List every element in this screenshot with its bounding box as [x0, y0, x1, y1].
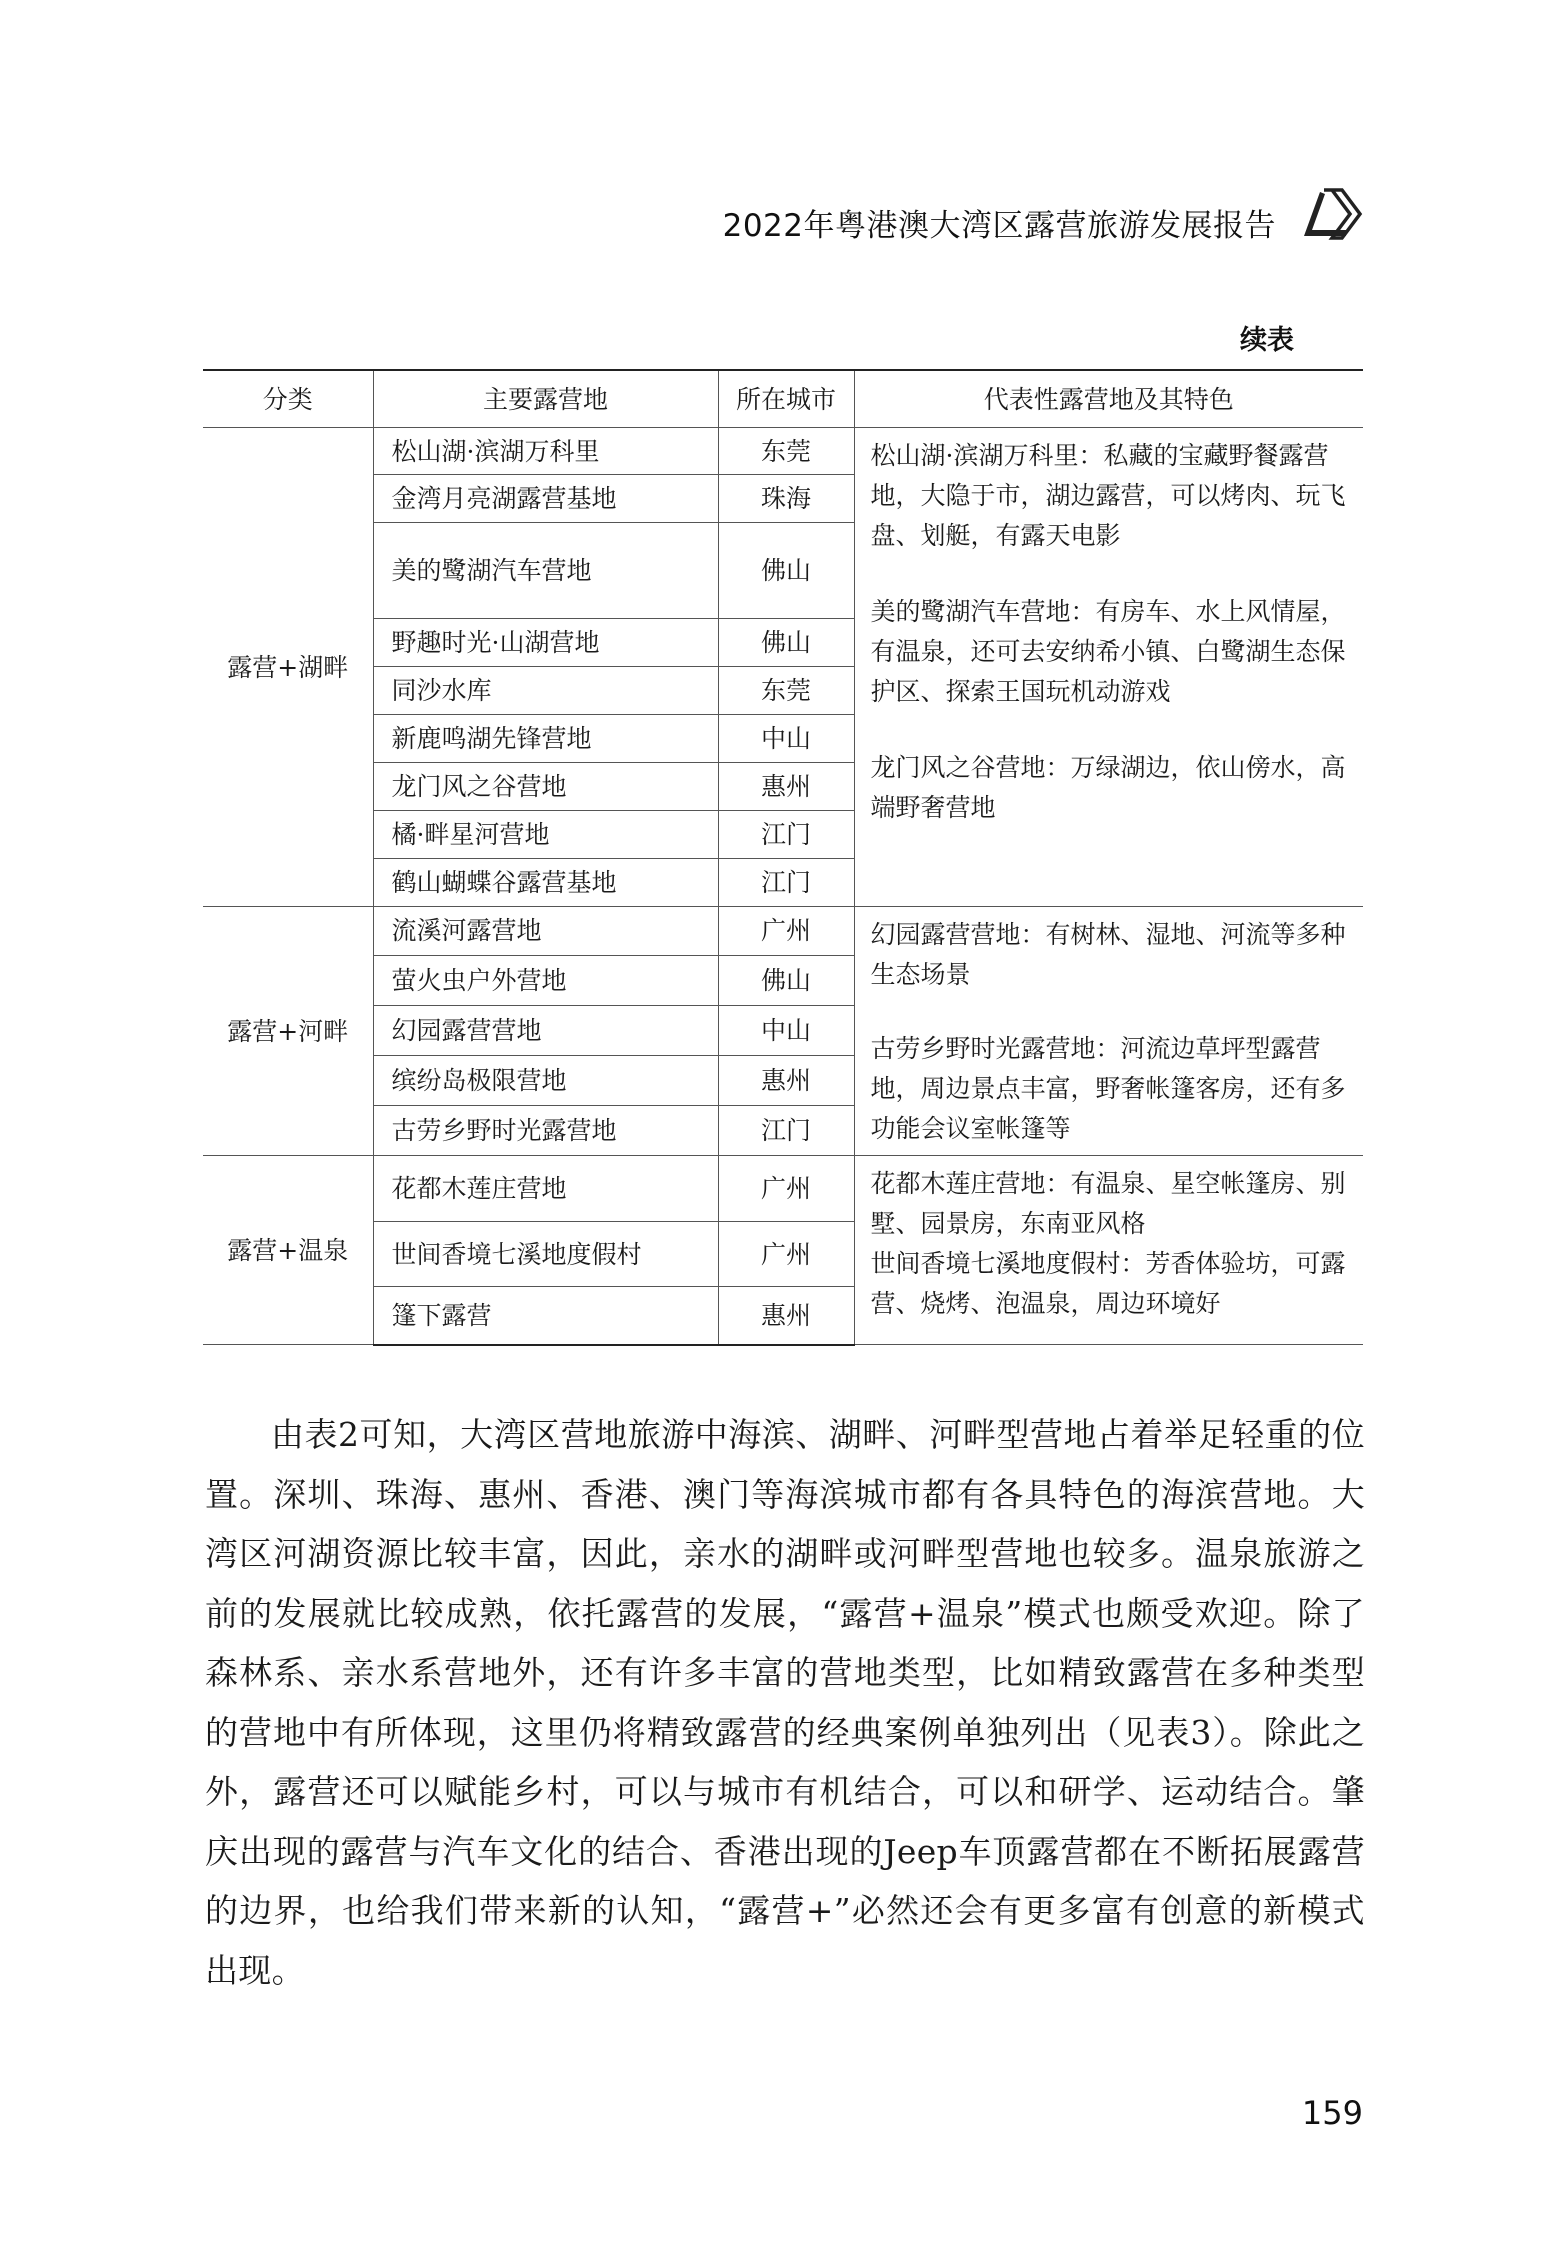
city-cell: 江门	[718, 859, 854, 907]
city-cell: 惠州	[718, 763, 854, 811]
campsite-cell: 缤纷岛极限营地	[373, 1055, 718, 1105]
city-cell: 广州	[718, 1156, 854, 1222]
campsite-cell: 幻园露营营地	[373, 1005, 718, 1055]
city-cell: 佛山	[718, 955, 854, 1005]
campsite-cell: 流溪河露营地	[373, 907, 718, 956]
page-header	[0, 0, 1556, 260]
campsite-table	[203, 369, 1363, 1346]
city-cell: 佛山	[718, 619, 854, 667]
header-title: 2022年粤港澳大湾区露营旅游发展报告	[722, 208, 1276, 244]
feature-text: 幻园露营营地：有树林、湿地、河流等多种生态场景	[870, 920, 1346, 989]
campsite-cell: 橘·畔星河营地	[373, 811, 718, 859]
city-cell: 佛山	[718, 523, 854, 619]
category-cell: 露营+湖畔	[203, 428, 373, 907]
features-cell	[854, 428, 1363, 907]
table-continued-label: 续表	[1240, 325, 1294, 356]
table-header-row	[203, 370, 1363, 428]
campsite-cell: 同沙水库	[373, 667, 718, 715]
city-cell: 惠州	[718, 1287, 854, 1345]
city-cell: 江门	[718, 1105, 854, 1155]
body-paragraph: 由表2可知，大湾区营地旅游中海滨、湖畔、河畔型营地占着举足轻重的位置。深圳、珠海、惠州、香港、澳门等海滨城市都有各具特色的海滨营地。大湾区河湖资源比较丰富，因此，亲水的湖畔或河畔型营地也较多。温泉旅游之前的发展就比较成熟，依托露营的发展，“露营+温泉”模式也颇受欢迎。除了森林系、亲水系营地外，还有许多丰富的营地类型，比如精致露营在多种类型的营地中有所体现，这里仍将精致露营的经典案例单独列出（见表3）。除此之外，露营还可以赋能乡村，可以与城市有机结合，可以和研学、运动结合。肇庆出现的露营与汽车文化的结合、香港出现的Jeep车顶露营都在不断拓展露营的边界，也给我们带来新的认知，“露营+”必然还会有更多富有创意的新模式出现。	[205, 1415, 1365, 1990]
features-cell	[854, 1156, 1363, 1345]
feature-text: 花都木莲庄营地：有温泉、星空帐篷房、别墅、园景房，东南亚风格	[870, 1169, 1346, 1238]
body-paragraph-block	[205, 1405, 1365, 2000]
table-row	[203, 428, 1363, 475]
city-cell: 惠州	[718, 1055, 854, 1105]
city-cell: 中山	[718, 1005, 854, 1055]
campsite-cell: 金湾月亮湖露营基地	[373, 475, 718, 523]
campsite-cell: 古劳乡野时光露营地	[373, 1105, 718, 1155]
campsite-cell: 花都木莲庄营地	[373, 1156, 718, 1222]
column-header-campsite: 主要露营地	[373, 370, 718, 428]
campsite-cell: 新鹿鸣湖先锋营地	[373, 715, 718, 763]
chapter-arrow-icon	[1302, 186, 1364, 242]
campsite-cell: 松山湖·滨湖万科里	[373, 428, 718, 475]
table-row	[203, 907, 1363, 956]
feature-text: 松山湖·滨湖万科里：私藏的宝藏野餐露营地，大隐于市，湖边露营，可以烤肉、玩飞盘、划艇，有露天电影	[870, 441, 1346, 550]
column-header-features: 代表性露营地及其特色	[854, 370, 1363, 428]
features-cell	[854, 907, 1363, 1156]
category-cell: 露营+温泉	[203, 1156, 373, 1345]
city-cell: 江门	[718, 811, 854, 859]
feature-text: 世间香境七溪地度假村：芳香体验坊，可露营、烧烤、泡温泉，周边环境好	[870, 1249, 1346, 1318]
column-header-category: 分类	[203, 370, 373, 428]
city-cell: 珠海	[718, 475, 854, 523]
campsite-cell: 世间香境七溪地度假村	[373, 1222, 718, 1287]
campsite-cell: 野趣时光·山湖营地	[373, 619, 718, 667]
city-cell: 广州	[718, 1222, 854, 1287]
feature-text: 龙门风之谷营地：万绿湖边，依山傍水，高端野奢营地	[870, 753, 1346, 822]
city-cell: 广州	[718, 907, 854, 956]
campsite-cell: 萤火虫户外营地	[373, 955, 718, 1005]
page-number: 159	[1301, 2094, 1363, 2132]
campsite-cell: 美的鹭湖汽车营地	[373, 523, 718, 619]
feature-text: 古劳乡野时光露营地：河流边草坪型露营地，周边景点丰富，野奢帐篷客房，还有多功能会议室帐篷等	[870, 1034, 1346, 1143]
city-cell: 中山	[718, 715, 854, 763]
campsite-cell: 篷下露营	[373, 1287, 718, 1345]
campsite-cell: 鹤山蝴蝶谷露营基地	[373, 859, 718, 907]
column-header-city: 所在城市	[718, 370, 854, 428]
category-cell: 露营+河畔	[203, 907, 373, 1156]
table-row	[203, 1156, 1363, 1222]
feature-text: 美的鹭湖汽车营地：有房车、水上风情屋，有温泉，还可去安纳希小镇、白鹭湖生态保护区、探索王国玩机动游戏	[870, 597, 1346, 706]
city-cell: 东莞	[718, 667, 854, 715]
city-cell: 东莞	[718, 428, 854, 475]
campsite-cell: 龙门风之谷营地	[373, 763, 718, 811]
